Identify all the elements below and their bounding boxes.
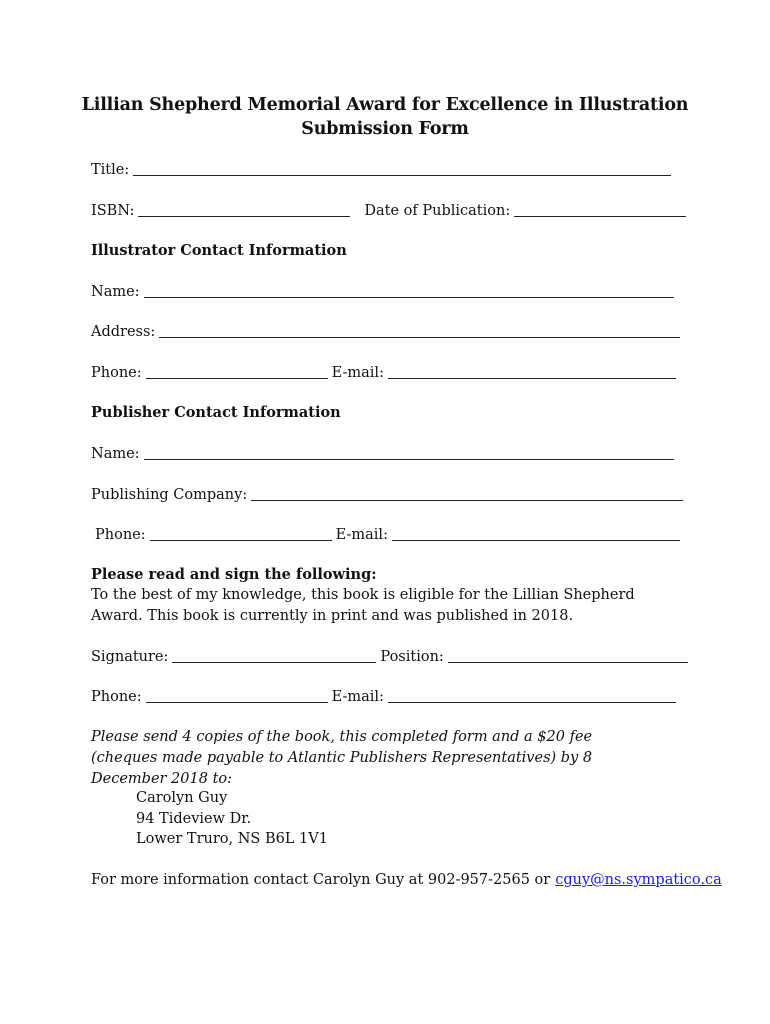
submission-instructions: Please send 4 copies of the book, this completed form and a $20 fee (cheques made payable to Atlantic Publishers Representatives) by 8 December 2018 to: — [91, 729, 593, 787]
date-of-publication-input[interactable] — [514, 207, 686, 221]
signature-field[interactable] — [172, 649, 376, 663]
illustrator-phone-input[interactable] — [146, 369, 328, 383]
publisher-phone-input[interactable] — [150, 531, 332, 545]
illustrator-name-field[interactable] — [144, 284, 674, 298]
title-input[interactable] — [133, 166, 671, 180]
illustrator-address-field[interactable] — [159, 324, 680, 338]
declaration-text: To the best of my knowledge, this book is eligible for the Lillian Shepherd Award. This book is currently in print and was published in 2018. — [91, 587, 635, 624]
declaration-heading: Please read and sign the following: — [91, 566, 377, 583]
contact-text: For more information contact Carolyn Guy at 902-957-2565 or — [91, 872, 551, 888]
signature-position-row — [91, 647, 688, 667]
illustrator-email-field[interactable] — [388, 365, 676, 379]
isbn-field[interactable] — [138, 203, 350, 217]
illustrator-section-heading: Illustrator Contact Information — [91, 242, 347, 259]
position-input[interactable] — [448, 653, 688, 667]
publisher-name-field[interactable] — [144, 446, 674, 460]
contact-email-link[interactable]: cguy@ns.sympatico.ca — [555, 872, 722, 888]
illustrator-email-input[interactable] — [388, 369, 676, 383]
form-title-line1: Lillian Shepherd Memorial Award for Excellence in Illustration — [81, 95, 689, 115]
illustrator-email-label: E-mail: — [331, 365, 384, 381]
isbn-input[interactable] — [138, 207, 350, 221]
position-label: Position: — [380, 649, 444, 665]
mailing-address-city: Lower Truro, NS B6L 1V1 — [136, 831, 328, 847]
contact-line — [91, 870, 722, 890]
illustrator-phone-field[interactable] — [146, 365, 328, 379]
illustrator-phone-label: Phone: — [91, 365, 142, 381]
illustrator-phone-email-row — [91, 363, 676, 383]
publishing-company-row — [91, 485, 683, 505]
declaration-phone-input[interactable] — [146, 693, 328, 707]
illustrator-address-label: Address: — [91, 324, 156, 340]
declaration-phone-label: Phone: — [91, 689, 142, 705]
publisher-section-heading: Publisher Contact Information — [91, 404, 341, 421]
mailing-address-street: 94 Tideview Dr. — [136, 810, 252, 827]
title-row — [91, 160, 671, 180]
publisher-email-label: E-mail: — [335, 527, 388, 543]
signature-label: Signature: — [91, 649, 169, 665]
illustrator-name-label: Name: — [91, 284, 140, 300]
publisher-email-input[interactable] — [392, 531, 680, 545]
publisher-name-row — [91, 444, 674, 464]
signature-input[interactable] — [172, 653, 376, 667]
publishing-company-label: Publishing Company: — [91, 487, 248, 503]
title-label: Title: — [91, 162, 130, 178]
declaration-phone-field[interactable] — [146, 689, 328, 703]
publisher-phone-email-row — [95, 525, 680, 545]
form-title — [0, 93, 770, 141]
illustrator-name-input[interactable] — [144, 288, 674, 302]
illustrator-name-row — [91, 282, 674, 302]
publisher-phone-field[interactable] — [150, 527, 332, 541]
mailing-address-name: Carolyn Guy — [136, 790, 228, 806]
publishing-company-field[interactable] — [251, 487, 683, 501]
publisher-name-label: Name: — [91, 446, 140, 462]
declaration-phone-email-row — [91, 687, 676, 707]
date-of-publication-field[interactable] — [514, 203, 686, 217]
form-title-line2: Submission Form — [301, 119, 469, 139]
publisher-email-field[interactable] — [392, 527, 680, 541]
position-field[interactable] — [448, 649, 688, 663]
declaration-email-field[interactable] — [388, 689, 676, 703]
date-of-publication-label: Date of Publication: — [364, 203, 511, 219]
illustrator-address-row — [91, 322, 680, 342]
publisher-phone-label: Phone: — [95, 527, 146, 543]
publishing-company-input[interactable] — [251, 491, 683, 505]
declaration-email-label: E-mail: — [331, 689, 384, 705]
isbn-date-row — [91, 201, 686, 221]
mailing-address — [136, 788, 328, 850]
title-field[interactable] — [133, 162, 671, 176]
publisher-name-input[interactable] — [144, 450, 674, 464]
illustrator-address-input[interactable] — [159, 328, 680, 342]
declaration-email-input[interactable] — [388, 693, 676, 707]
isbn-label: ISBN: — [91, 203, 135, 219]
